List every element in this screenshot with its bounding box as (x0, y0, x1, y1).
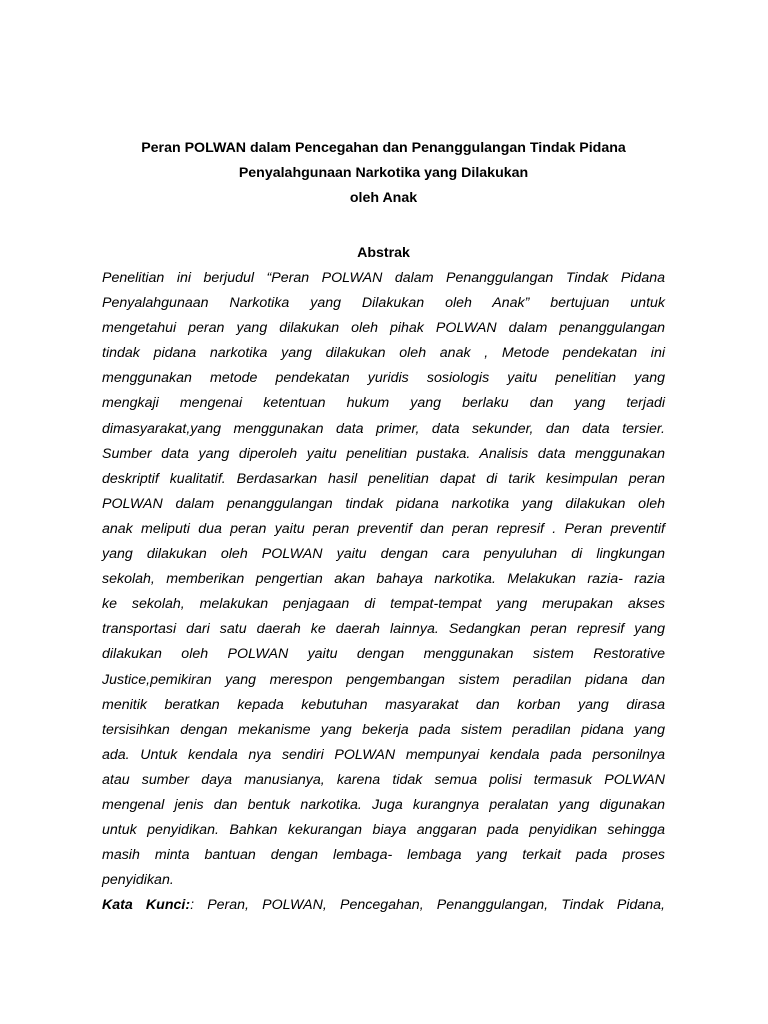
abstract-line: penyidikan. (102, 872, 174, 889)
abstract-line: tersisihkan dengan mekanisme yang bekerja pada sistem peradilan pidana yang (102, 721, 665, 738)
abstract-line: menitik beratkan kepada kebutuhan masyarakat dan korban yang dirasa (102, 696, 665, 713)
abstract-line: dimasyarakat,yang menggunakan data primer, data sekunder, dan data tersier. (102, 420, 665, 437)
document-page (102, 0, 665, 1024)
abstract-line: untuk penyidikan. Bahkan kekurangan biaya anggaran pada penyidikan sehingga (102, 822, 665, 839)
abstract-line: Penyalahgunaan Narkotika yang Dilakukan oleh Anak” bertujuan untuk (102, 295, 665, 312)
keywords-line (102, 893, 665, 918)
abstract-line: POLWAN dalam penanggulangan tindak pidana narkotika yang dilakukan oleh (102, 495, 665, 512)
abstract-line: anak meliputi dua peran yaitu peran preventif dan peran represif . Peran preventif (102, 520, 665, 537)
abstract-line: masih minta bantuan dengan lembaga- lembaga yang terkait pada proses (102, 847, 665, 864)
keywords-label-colon: : (185, 897, 191, 914)
abstract-line: Penelitian ini berjudul “Peran POLWAN dalam Penanggulangan Tindak Pidana (102, 270, 665, 286)
abstract-line: menggunakan metode pendekatan yuridis sosiologis yaitu penelitian yang (102, 370, 665, 387)
title-line-1: Peran POLWAN dalam Pencegahan dan Penanggulangan Tindak Pidana (141, 140, 626, 156)
abstract-line: tindak pidana narkotika yang dilakukan oleh anak , Metode pendekatan ini (102, 345, 665, 362)
document-title (92, 136, 675, 211)
abstract-line: yang dilakukan oleh POLWAN yaitu dengan cara penyuluhan di lingkungan (102, 546, 665, 563)
abstract-line: ada. Untuk kendala nya sendiri POLWAN mempunyai kendala pada personilnya (102, 746, 665, 763)
abstract-heading: Abstrak (357, 245, 410, 261)
abstract-line: dilakukan oleh POLWAN yaitu dengan menggunakan sistem Restorative (102, 646, 665, 663)
abstract-line: mengetahui peran yang dilakukan oleh pihak POLWAN dalam penanggulangan (102, 320, 665, 337)
abstract-line: sekolah, memberikan pengertian akan bahaya narkotika. Melakukan razia- razia (102, 571, 665, 588)
abstract-line: atau sumber daya manusianya, karena tidak semua polisi termasuk POLWAN (102, 771, 665, 788)
abstract-line: transportasi dari satu daerah ke daerah lainnya. Sedangkan peran represif yang (102, 621, 665, 638)
abstract-body (102, 266, 665, 918)
abstract-line: deskriptif kualitatif. Berdasarkan hasil penelitian dapat di tarik kesimpulan peran (102, 470, 665, 487)
abstract-line: Sumber data yang diperoleh yaitu penelitian pustaka. Analisis data menggunakan (102, 445, 665, 462)
title-line-3: oleh Anak (349, 190, 418, 206)
keywords-text: : Peran, POLWAN, Pencegahan, Penanggulangan, Tindak Pidana, (190, 897, 665, 914)
abstract-line: mengkaji mengenai ketentuan hukum yang berlaku dan yang terjadi (102, 395, 665, 412)
abstract-line: Justice,pemikiran yang merespon pengembangan sistem peradilan pidana dan (102, 671, 665, 688)
title-line-2: Penyalahgunaan Narkotika yang Dilakukan (238, 165, 529, 181)
keywords-label-text: Kata Kunci (102, 897, 186, 914)
abstract-line: mengenal jenis dan bentuk narkotika. Juga kurangnya peralatan yang digunakan (102, 796, 665, 813)
keywords-label (102, 897, 190, 913)
abstract-line: ke sekolah, melakukan penjagaan di tempat-tempat yang merupakan akses (102, 596, 665, 613)
